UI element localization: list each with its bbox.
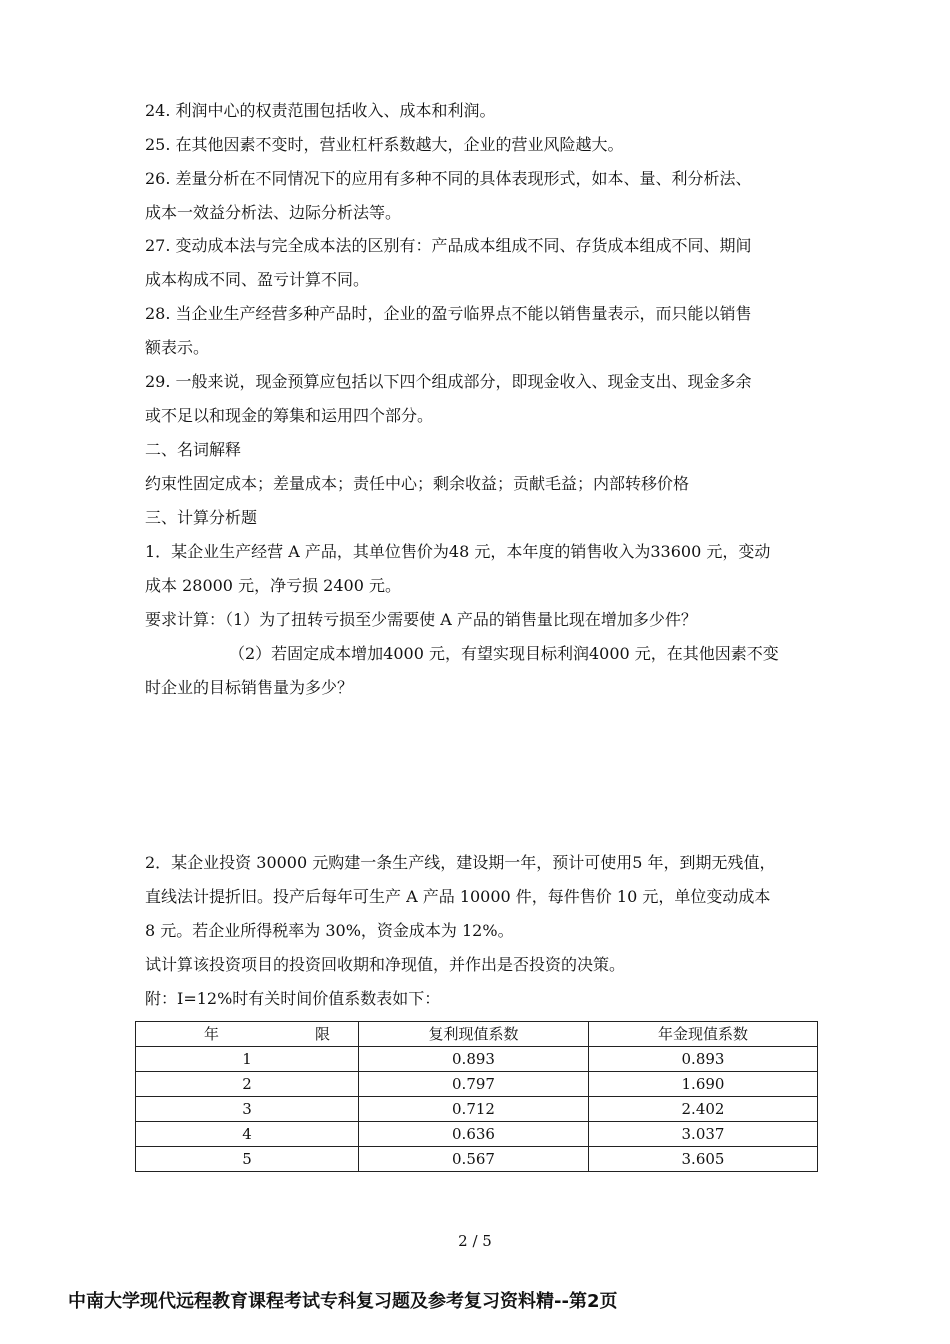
cell-year: 1 [136, 1047, 359, 1072]
header-year [136, 1022, 359, 1047]
item-26-line-2: 成本一效益分析法、边际分析法等。 [145, 203, 402, 222]
cell-annuity-pv: 1.690 [589, 1072, 818, 1097]
cell-compound-pv: 0.893 [359, 1047, 589, 1072]
table-row [136, 1097, 818, 1122]
cell-compound-pv: 0.567 [359, 1147, 589, 1172]
table-row [136, 1047, 818, 1072]
header-year-part-2: 限 [314, 1025, 330, 1043]
problem-1-line-1: 1．某企业生产经营 A 产品，其单位售价为48 元，本年度的销售收入为33600 元，变动 [145, 542, 771, 561]
table-header-row [136, 1022, 818, 1047]
section-heading-calc: 三、计算分析题 [145, 508, 258, 527]
cell-year: 2 [136, 1072, 359, 1097]
problem-1-req-1: 要求计算：（1）为了扭转亏损至少需要使 A 产品的销售量比现在增加多少件？ [145, 610, 697, 629]
header-compound-pv: 复利现值系数 [359, 1022, 589, 1047]
problem-2-line-2: 直线法计提折旧。投产后每年可生产 A 产品 10000 件，每件售价 10 元，单位变动成本 [145, 887, 771, 906]
header-year-part-1: 年 [204, 1025, 220, 1043]
item-29-line-2: 或不足以和现金的筹集和运用四个部分。 [145, 406, 434, 425]
cell-compound-pv: 0.797 [359, 1072, 589, 1097]
item-25: 25. 在其他因素不变时，营业杠杆系数越大，企业的营业风险越大。 [145, 135, 624, 154]
page-number: 2 / 5 [458, 1232, 492, 1250]
item-28-line-2: 额表示。 [145, 338, 210, 357]
table-row [136, 1147, 818, 1172]
table-caption: 附：I=12%时有关时间价值系数表如下： [145, 989, 441, 1008]
cell-annuity-pv: 3.037 [589, 1122, 818, 1147]
cell-annuity-pv: 0.893 [589, 1047, 818, 1072]
section-heading-terms: 二、名词解释 [145, 440, 242, 459]
table-row [136, 1072, 818, 1097]
problem-2-line-1: 2．某企业投资 30000 元购建一条生产线，建设期一年，预计可使用5 年，到期无残值， [145, 853, 776, 872]
cell-annuity-pv: 2.402 [589, 1097, 818, 1122]
item-27-line-2: 成本构成不同、盈亏计算不同。 [145, 270, 370, 289]
item-29-line-1: 29. 一般来说，现金预算应包括以下四个组成部分，即现金收入、现金支出、现金多余 [145, 372, 752, 391]
problem-1-line-2: 成本 28000 元，净亏损 2400 元。 [145, 576, 401, 595]
cell-year: 4 [136, 1122, 359, 1147]
cell-compound-pv: 0.636 [359, 1122, 589, 1147]
item-28-line-1: 28. 当企业生产经营多种产品时，企业的盈亏临界点不能以销售量表示，而只能以销售 [145, 304, 752, 323]
terms-list: 约束性固定成本；差量成本；责任中心；剩余收益；贡献毛益；内部转移价格 [145, 474, 690, 493]
problem-1-req-2: （2）若固定成本增加4000 元，有望实现目标利润4000 元，在其他因素不变 [229, 644, 779, 663]
item-24: 24. 利润中心的权责范围包括收入、成本和利润。 [145, 101, 496, 120]
header-annuity-pv: 年金现值系数 [589, 1022, 818, 1047]
cell-annuity-pv: 3.605 [589, 1147, 818, 1172]
problem-2-line-3: 8 元。若企业所得税率为 30%，资金成本为 12%。 [145, 921, 514, 940]
footer-title: 中南大学现代远程教育课程考试专科复习题及参考复习资料精--第2页 [68, 1291, 618, 1312]
problem-2-task: 试计算该投资项目的投资回收期和净现值，并作出是否投资的决策。 [145, 955, 626, 974]
table-row [136, 1122, 818, 1147]
coefficient-table [135, 1021, 818, 1172]
cell-year: 3 [136, 1097, 359, 1122]
cell-compound-pv: 0.712 [359, 1097, 589, 1122]
problem-1-req-2-cont: 时企业的目标销售量为多少？ [145, 678, 354, 697]
item-26-line-1: 26. 差量分析在不同情况下的应用有多种不同的具体表现形式，如本、量、利分析法、 [145, 169, 752, 188]
cell-year: 5 [136, 1147, 359, 1172]
item-27-line-1: 27. 变动成本法与完全成本法的区别有：产品成本组成不同、存货成本组成不同、期间 [145, 236, 752, 255]
